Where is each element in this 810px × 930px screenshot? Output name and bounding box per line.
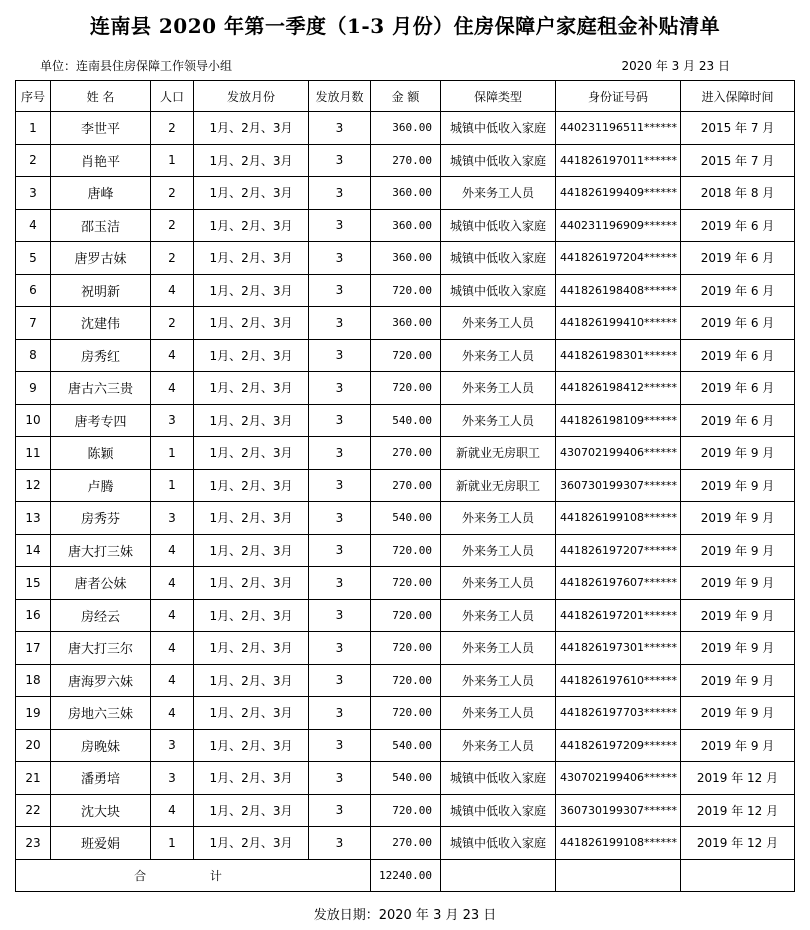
row-id: 430702199406****** — [556, 437, 681, 470]
row-population: 4 — [151, 664, 194, 697]
row-month-count: 3 — [309, 794, 371, 827]
row-no: 10 — [16, 404, 51, 437]
row-amount: 360.00 — [371, 307, 441, 340]
row-no: 11 — [16, 437, 51, 470]
row-month-count: 3 — [309, 697, 371, 730]
row-no: 19 — [16, 697, 51, 730]
row-since: 2019 年 6 月 — [681, 274, 795, 307]
header-months: 发放月份 — [194, 81, 309, 112]
row-id: 441826199409****** — [556, 177, 681, 210]
table-row — [16, 177, 795, 210]
row-since: 2015 年 7 月 — [681, 144, 795, 177]
row-population: 1 — [151, 437, 194, 470]
row-no: 17 — [16, 632, 51, 665]
row-population: 4 — [151, 339, 194, 372]
row-month-count: 3 — [309, 437, 371, 470]
row-months: 1月、2月、3月 — [194, 372, 309, 405]
row-since: 2019 年 9 月 — [681, 729, 795, 762]
row-population: 4 — [151, 697, 194, 730]
row-amount: 360.00 — [371, 112, 441, 145]
row-type: 外来务工人员 — [441, 404, 556, 437]
row-amount: 270.00 — [371, 469, 441, 502]
row-name: 祝明新 — [51, 274, 151, 307]
row-type: 城镇中低收入家庭 — [441, 144, 556, 177]
row-name: 班爱娟 — [51, 827, 151, 860]
row-name: 李世平 — [51, 112, 151, 145]
total-amount: 12240.00 — [371, 859, 441, 892]
row-name: 卢腾 — [51, 469, 151, 502]
row-no: 6 — [16, 274, 51, 307]
row-name: 唐考专四 — [51, 404, 151, 437]
row-name: 唐罗古妹 — [51, 242, 151, 275]
row-amount: 720.00 — [371, 794, 441, 827]
row-population: 3 — [151, 404, 194, 437]
row-months: 1月、2月、3月 — [194, 112, 309, 145]
row-month-count: 3 — [309, 469, 371, 502]
total-empty-since — [681, 859, 795, 892]
row-month-count: 3 — [309, 827, 371, 860]
page-title: 连南县 2020 年第一季度（1-3 月份）住房保障户家庭租金补贴清单 — [89, 14, 721, 38]
row-no: 13 — [16, 502, 51, 535]
row-population: 2 — [151, 112, 194, 145]
row-amount: 540.00 — [371, 762, 441, 795]
row-months: 1月、2月、3月 — [194, 502, 309, 535]
row-type: 外来务工人员 — [441, 502, 556, 535]
row-month-count: 3 — [309, 404, 371, 437]
payment-date: 发放日期：2020 年 3 月 23 日 — [313, 908, 497, 923]
row-name: 唐古六三贵 — [51, 372, 151, 405]
row-months: 1月、2月、3月 — [194, 242, 309, 275]
row-population: 4 — [151, 567, 194, 600]
row-amount: 720.00 — [371, 697, 441, 730]
row-amount: 720.00 — [371, 632, 441, 665]
row-type: 外来务工人员 — [441, 599, 556, 632]
header-population: 人口 — [151, 81, 194, 112]
table-row — [16, 339, 795, 372]
total-empty-type — [441, 859, 556, 892]
row-population: 3 — [151, 729, 194, 762]
row-since: 2019 年 12 月 — [681, 827, 795, 860]
row-since: 2019 年 6 月 — [681, 307, 795, 340]
table-row — [16, 502, 795, 535]
row-no: 1 — [16, 112, 51, 145]
row-name: 唐大打三妹 — [51, 534, 151, 567]
row-months: 1月、2月、3月 — [194, 697, 309, 730]
row-amount: 720.00 — [371, 372, 441, 405]
table-row — [16, 664, 795, 697]
table-row — [16, 437, 795, 470]
row-month-count: 3 — [309, 242, 371, 275]
table-row — [16, 209, 795, 242]
row-name: 房经云 — [51, 599, 151, 632]
row-since: 2019 年 9 月 — [681, 502, 795, 535]
row-month-count: 3 — [309, 274, 371, 307]
row-type: 外来务工人员 — [441, 372, 556, 405]
row-id: 441826198412****** — [556, 372, 681, 405]
table-row — [16, 404, 795, 437]
table-row — [16, 534, 795, 567]
row-months: 1月、2月、3月 — [194, 404, 309, 437]
row-name: 房秀红 — [51, 339, 151, 372]
row-amount: 360.00 — [371, 177, 441, 210]
row-months: 1月、2月、3月 — [194, 729, 309, 762]
row-id: 441826197607****** — [556, 567, 681, 600]
row-since: 2019 年 6 月 — [681, 209, 795, 242]
row-population: 2 — [151, 307, 194, 340]
row-id: 441826198408****** — [556, 274, 681, 307]
header-month-count: 发放月数 — [309, 81, 371, 112]
row-name: 房地六三妹 — [51, 697, 151, 730]
table-row — [16, 144, 795, 177]
row-no: 15 — [16, 567, 51, 600]
row-type: 城镇中低收入家庭 — [441, 209, 556, 242]
header-id: 身份证号码 — [556, 81, 681, 112]
row-id: 441826197207****** — [556, 534, 681, 567]
row-months: 1月、2月、3月 — [194, 339, 309, 372]
row-since: 2018 年 8 月 — [681, 177, 795, 210]
row-since: 2019 年 6 月 — [681, 339, 795, 372]
row-amount: 540.00 — [371, 502, 441, 535]
table-row — [16, 567, 795, 600]
table-body — [16, 112, 795, 860]
row-amount: 720.00 — [371, 339, 441, 372]
row-amount: 270.00 — [371, 144, 441, 177]
row-type: 外来务工人员 — [441, 729, 556, 762]
row-month-count: 3 — [309, 144, 371, 177]
row-id: 441826198301****** — [556, 339, 681, 372]
row-type: 外来务工人员 — [441, 177, 556, 210]
row-month-count: 3 — [309, 177, 371, 210]
row-month-count: 3 — [309, 567, 371, 600]
row-type: 城镇中低收入家庭 — [441, 794, 556, 827]
table-header-row — [16, 81, 795, 112]
row-since: 2019 年 6 月 — [681, 372, 795, 405]
table-row — [16, 729, 795, 762]
row-type: 外来务工人员 — [441, 307, 556, 340]
row-amount: 360.00 — [371, 209, 441, 242]
table-row — [16, 307, 795, 340]
header-type: 保障类型 — [441, 81, 556, 112]
row-amount: 720.00 — [371, 599, 441, 632]
row-name: 唐海罗六妹 — [51, 664, 151, 697]
row-population: 2 — [151, 209, 194, 242]
row-no: 23 — [16, 827, 51, 860]
row-month-count: 3 — [309, 664, 371, 697]
row-id: 440231196909****** — [556, 209, 681, 242]
row-since: 2019 年 9 月 — [681, 632, 795, 665]
row-since: 2019 年 12 月 — [681, 794, 795, 827]
row-id: 441826197209****** — [556, 729, 681, 762]
row-id: 441826197011****** — [556, 144, 681, 177]
row-type: 城镇中低收入家庭 — [441, 762, 556, 795]
row-type: 外来务工人员 — [441, 664, 556, 697]
row-type: 外来务工人员 — [441, 632, 556, 665]
issue-date: 2020 年 3 月 23 日 — [621, 59, 730, 73]
row-population: 4 — [151, 534, 194, 567]
row-id: 441826199410****** — [556, 307, 681, 340]
row-population: 1 — [151, 469, 194, 502]
row-amount: 720.00 — [371, 567, 441, 600]
table-row — [16, 762, 795, 795]
table-row — [16, 274, 795, 307]
row-population: 3 — [151, 762, 194, 795]
row-population: 4 — [151, 599, 194, 632]
row-name: 沈建伟 — [51, 307, 151, 340]
row-population: 4 — [151, 274, 194, 307]
row-name: 房晚妹 — [51, 729, 151, 762]
row-no: 4 — [16, 209, 51, 242]
row-population: 4 — [151, 632, 194, 665]
table-row — [16, 242, 795, 275]
row-months: 1月、2月、3月 — [194, 534, 309, 567]
row-months: 1月、2月、3月 — [194, 177, 309, 210]
table-row — [16, 632, 795, 665]
row-population: 4 — [151, 794, 194, 827]
row-month-count: 3 — [309, 209, 371, 242]
row-month-count: 3 — [309, 599, 371, 632]
row-amount: 270.00 — [371, 827, 441, 860]
row-id: 441826197301****** — [556, 632, 681, 665]
table-row — [16, 697, 795, 730]
table-row — [16, 372, 795, 405]
row-amount: 360.00 — [371, 242, 441, 275]
row-month-count: 3 — [309, 729, 371, 762]
row-no: 2 — [16, 144, 51, 177]
row-no: 12 — [16, 469, 51, 502]
row-amount: 540.00 — [371, 729, 441, 762]
row-type: 外来务工人员 — [441, 339, 556, 372]
row-no: 20 — [16, 729, 51, 762]
row-month-count: 3 — [309, 534, 371, 567]
row-name: 肖艳平 — [51, 144, 151, 177]
row-since: 2019 年 9 月 — [681, 469, 795, 502]
row-months: 1月、2月、3月 — [194, 567, 309, 600]
table-row — [16, 794, 795, 827]
row-id: 441826197703****** — [556, 697, 681, 730]
total-row — [16, 859, 795, 892]
row-no: 14 — [16, 534, 51, 567]
row-since: 2019 年 12 月 — [681, 762, 795, 795]
row-months: 1月、2月、3月 — [194, 307, 309, 340]
row-type: 城镇中低收入家庭 — [441, 827, 556, 860]
row-id: 441826197204****** — [556, 242, 681, 275]
row-month-count: 3 — [309, 372, 371, 405]
row-name: 陈颖 — [51, 437, 151, 470]
row-since: 2019 年 9 月 — [681, 664, 795, 697]
row-name: 邵玉洁 — [51, 209, 151, 242]
row-months: 1月、2月、3月 — [194, 274, 309, 307]
row-type: 外来务工人员 — [441, 534, 556, 567]
row-type: 新就业无房职工 — [441, 469, 556, 502]
row-months: 1月、2月、3月 — [194, 209, 309, 242]
row-month-count: 3 — [309, 307, 371, 340]
row-name: 沈大块 — [51, 794, 151, 827]
row-months: 1月、2月、3月 — [194, 664, 309, 697]
row-type: 新就业无房职工 — [441, 437, 556, 470]
row-since: 2019 年 9 月 — [681, 534, 795, 567]
header-amount: 金 额 — [371, 81, 441, 112]
header-since: 进入保障时间 — [681, 81, 795, 112]
row-no: 21 — [16, 762, 51, 795]
row-months: 1月、2月、3月 — [194, 632, 309, 665]
row-no: 22 — [16, 794, 51, 827]
row-amount: 720.00 — [371, 274, 441, 307]
row-months: 1月、2月、3月 — [194, 469, 309, 502]
row-months: 1月、2月、3月 — [194, 794, 309, 827]
table-row — [16, 112, 795, 145]
row-no: 16 — [16, 599, 51, 632]
row-type: 城镇中低收入家庭 — [441, 112, 556, 145]
row-id: 441826197201****** — [556, 599, 681, 632]
row-no: 7 — [16, 307, 51, 340]
row-amount: 720.00 — [371, 664, 441, 697]
row-since: 2015 年 7 月 — [681, 112, 795, 145]
row-no: 3 — [16, 177, 51, 210]
row-since: 2019 年 9 月 — [681, 599, 795, 632]
row-month-count: 3 — [309, 339, 371, 372]
row-no: 9 — [16, 372, 51, 405]
row-name: 唐峰 — [51, 177, 151, 210]
row-months: 1月、2月、3月 — [194, 144, 309, 177]
row-population: 3 — [151, 502, 194, 535]
row-no: 5 — [16, 242, 51, 275]
row-months: 1月、2月、3月 — [194, 599, 309, 632]
row-since: 2019 年 6 月 — [681, 404, 795, 437]
header-name: 姓 名 — [51, 81, 151, 112]
row-name: 房秀芬 — [51, 502, 151, 535]
row-id: 441826198109****** — [556, 404, 681, 437]
row-type: 外来务工人员 — [441, 567, 556, 600]
header-no: 序号 — [16, 81, 51, 112]
total-empty-id — [556, 859, 681, 892]
row-type: 城镇中低收入家庭 — [441, 242, 556, 275]
row-months: 1月、2月、3月 — [194, 827, 309, 860]
row-amount: 720.00 — [371, 534, 441, 567]
row-since: 2019 年 9 月 — [681, 697, 795, 730]
row-month-count: 3 — [309, 112, 371, 145]
row-id: 441826199108****** — [556, 502, 681, 535]
row-month-count: 3 — [309, 762, 371, 795]
row-months: 1月、2月、3月 — [194, 437, 309, 470]
subsidy-table — [15, 80, 795, 892]
row-amount: 270.00 — [371, 437, 441, 470]
row-id: 360730199307****** — [556, 469, 681, 502]
row-since: 2019 年 9 月 — [681, 437, 795, 470]
row-since: 2019 年 9 月 — [681, 567, 795, 600]
row-id: 441826197610****** — [556, 664, 681, 697]
table-row — [16, 827, 795, 860]
table-row — [16, 469, 795, 502]
total-label: 合 计 — [16, 859, 371, 892]
row-population: 2 — [151, 177, 194, 210]
row-id: 360730199307****** — [556, 794, 681, 827]
row-months: 1月、2月、3月 — [194, 762, 309, 795]
row-name: 唐者公妹 — [51, 567, 151, 600]
row-population: 4 — [151, 372, 194, 405]
row-id: 441826199108****** — [556, 827, 681, 860]
row-amount: 540.00 — [371, 404, 441, 437]
row-since: 2019 年 6 月 — [681, 242, 795, 275]
row-month-count: 3 — [309, 502, 371, 535]
row-population: 1 — [151, 144, 194, 177]
row-population: 2 — [151, 242, 194, 275]
row-month-count: 3 — [309, 632, 371, 665]
row-id: 440231196511****** — [556, 112, 681, 145]
row-type: 城镇中低收入家庭 — [441, 274, 556, 307]
table-row — [16, 599, 795, 632]
row-no: 18 — [16, 664, 51, 697]
issuing-unit: 单位：连南县住房保障工作领导小组 — [40, 59, 233, 73]
row-population: 1 — [151, 827, 194, 860]
row-name: 潘勇培 — [51, 762, 151, 795]
row-type: 外来务工人员 — [441, 697, 556, 730]
row-name: 唐大打三尔 — [51, 632, 151, 665]
row-id: 430702199406****** — [556, 762, 681, 795]
row-no: 8 — [16, 339, 51, 372]
